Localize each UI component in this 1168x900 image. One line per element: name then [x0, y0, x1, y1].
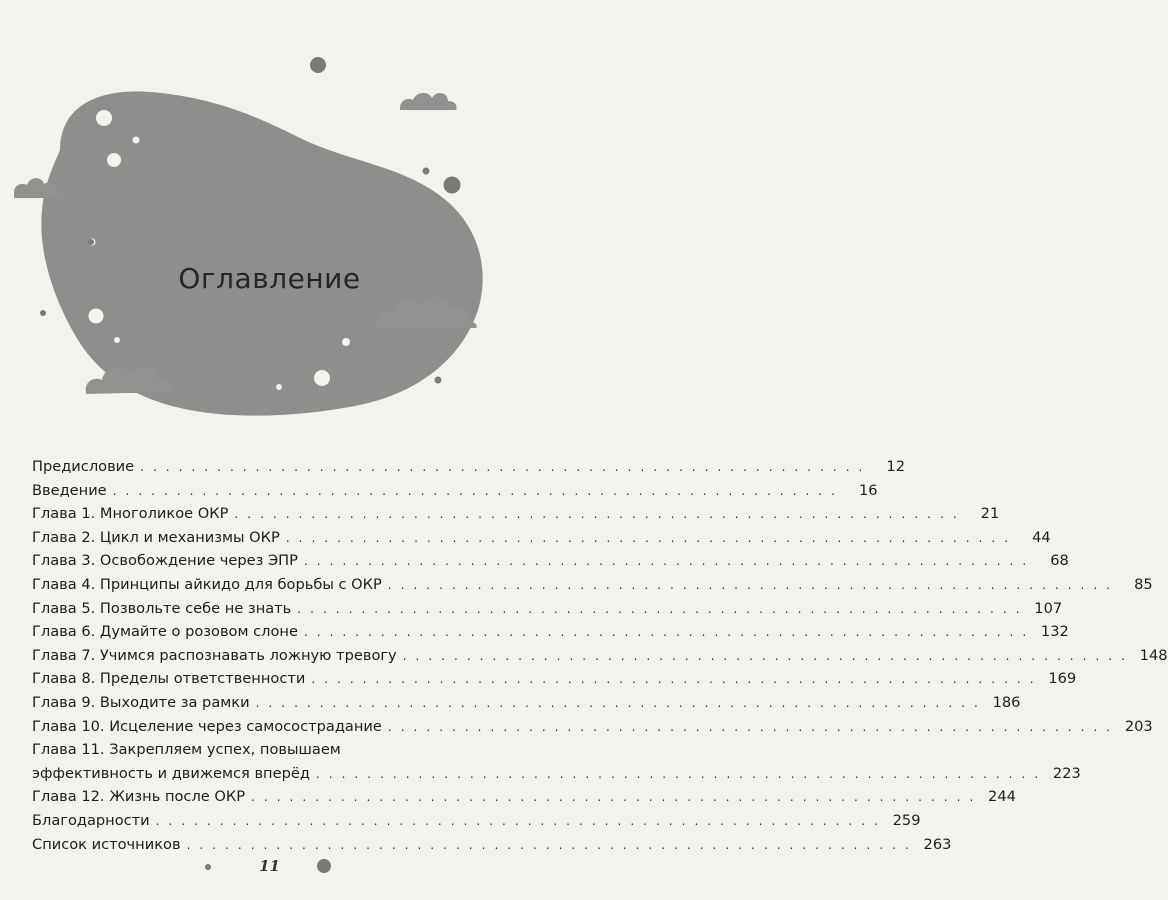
- toc-entry[interactable]: [32, 502, 1000, 526]
- toc-entry-page: 186: [992, 693, 1021, 711]
- toc-entry-page: 44: [1032, 528, 1051, 546]
- leader-dots: . . . . . . . . . . . . . . . . . . . . . . . . . . . . . . . . . . . . . . . . . . . . . . . . . . . . . . . . .: [155, 813, 881, 828]
- dot: [276, 384, 282, 390]
- leader-dots: . . . . . . . . . . . . . . . . . . . . . . . . . . . . . . . . . . . . . . . . . . . . . . . . . . . . . . . . .: [112, 483, 838, 498]
- leader-dots: . . . . . . . . . . . . . . . . . . . . . . . . . . . . . . . . . . . . . . . . . . . . . . . . . . . . . . . . .: [140, 460, 865, 474]
- dot: [310, 57, 326, 73]
- leader-dots: . . . . . . . . . . . . . . . . . . . . . . . . . . . . . . . . . . . . . . . . . . . . . . . . . . . . . . . . .: [285, 530, 1011, 545]
- dot: [444, 177, 461, 194]
- toc-entry-title: Глава 4. Принципы айкидо для борьбы с ОКР: [32, 575, 382, 593]
- toc-entry-page: 148: [1139, 646, 1168, 664]
- leader-dots: . . . . . . . . . . . . . . . . . . . . . . . . . . . . . . . . . . . . . . . . . . . . . . . . . . . . . . . . .: [234, 507, 960, 522]
- leader-dots: . . . . . . . . . . . . . . . . . . . . . . . . . . . . . . . . . . . . . . . . . . . . . . . . . . . . . . . . .: [315, 766, 1041, 781]
- toc-entry-page: 107: [1034, 599, 1063, 617]
- toc-entry-page: 16: [858, 481, 878, 499]
- dot: [114, 337, 120, 343]
- leader-dots: . . . . . . . . . . . . . . . . . . . . . . . . . . . . . . . . . . . . . . . . . . . . . . . . . . . . . . . . .: [297, 601, 1023, 616]
- toc-entry-title: Введение: [32, 481, 107, 499]
- toc-entry[interactable]: [32, 479, 878, 503]
- toc-entry-title: Глава 9. Выходите за рамки: [32, 693, 250, 711]
- toc-entry[interactable]: [32, 691, 1021, 715]
- toc-entry-title: Глава 3. Освобождение через ЭПР: [32, 552, 298, 570]
- toc-entry[interactable]: [32, 644, 1168, 668]
- dot: [89, 309, 104, 324]
- toc-entry[interactable]: [32, 455, 905, 479]
- toc-entry-title: Глава 10. Исцеление через самосострадание: [32, 717, 382, 735]
- toc-entry[interactable]: [32, 620, 1069, 644]
- leader-dots: . . . . . . . . . . . . . . . . . . . . . . . . . . . . . . . . . . . . . . . . . . . . . . . . . . . . . . . . .: [251, 790, 976, 805]
- toc-entry-title: Благодарности: [32, 811, 150, 829]
- dot: [342, 338, 350, 346]
- leader-dots: . . . . . . . . . . . . . . . . . . . . . . . . . . . . . . . . . . . . . . . . . . . . . . . . . . . . . . . . .: [303, 625, 1029, 640]
- toc-entry[interactable]: [32, 573, 1153, 597]
- toc-entry-title: Предисловие: [32, 458, 135, 475]
- dot: [96, 110, 112, 126]
- toc-entry-page: 12: [886, 458, 905, 475]
- toc-entry-page: 132: [1040, 623, 1069, 641]
- toc-entry-title: эффективность и движемся вперёд: [32, 764, 310, 782]
- toc-entry-page: 244: [988, 788, 1016, 806]
- cloud: [400, 93, 457, 110]
- decorative-illustration: [0, 0, 539, 440]
- table-of-contents: [32, 455, 1168, 856]
- toc-entry-title: Глава 5. Позвольте себе не знать: [32, 599, 292, 617]
- page-title: Оглавление: [178, 262, 361, 295]
- toc-entry-title: Глава 1. Многоликое ОКР: [32, 505, 229, 523]
- dot: [88, 239, 94, 245]
- leader-dots: . . . . . . . . . . . . . . . . . . . . . . . . . . . . . . . . . . . . . . . . . . . . . . . . . . . . . . . . .: [186, 837, 912, 852]
- toc-entry-page: 223: [1052, 764, 1081, 782]
- toc-entry-title: Глава 12. Жизнь после ОКР: [32, 788, 246, 806]
- leader-dots: . . . . . . . . . . . . . . . . . . . . . . . . . . . . . . . . . . . . . . . . . . . . . . . . . . . . . . . . .: [402, 648, 1128, 663]
- toc-entry-page: 259: [892, 811, 921, 829]
- toc-entry-page: 203: [1124, 717, 1153, 735]
- dot: [423, 168, 430, 175]
- toc-entry-page: 263: [923, 835, 952, 853]
- toc-entry-continuation[interactable]: [32, 762, 1081, 786]
- leader-dots: . . . . . . . . . . . . . . . . . . . . . . . . . . . . . . . . . . . . . . . . . . . . . . . . . . . . . . . . .: [311, 672, 1037, 687]
- toc-entry[interactable]: [32, 809, 921, 833]
- leader-dots: . . . . . . . . . . . . . . . . . . . . . . . . . . . . . . . . . . . . . . . . . . . . . . . . . . . . . . . . .: [255, 695, 981, 710]
- leader-dots: . . . . . . . . . . . . . . . . . . . . . . . . . . . . . . . . . . . . . . . . . . . . . . . . . . . . . . . . .: [387, 577, 1113, 592]
- toc-entry[interactable]: [32, 738, 481, 762]
- toc-entry-page: 21: [980, 505, 1000, 523]
- toc-entry-page: 68: [1050, 552, 1069, 570]
- toc-entry-page: 85: [1134, 575, 1153, 593]
- dot: [107, 153, 121, 167]
- dot: [40, 310, 46, 316]
- toc-entry-title: Глава 6. Думайте о розовом слоне: [32, 623, 298, 641]
- toc-entry[interactable]: [32, 667, 1077, 691]
- toc-entry[interactable]: [32, 597, 1063, 621]
- toc-entry-page: 169: [1048, 670, 1077, 688]
- leader-dots: . . . . . . . . . . . . . . . . . . . . . . . . . . . . . . . . . . . . . . . . . . . . . . . . . . . . . . . . .: [387, 719, 1113, 734]
- toc-entry[interactable]: [32, 549, 1069, 573]
- toc-entry[interactable]: [32, 526, 1051, 550]
- toc-entry-title: Глава 11. Закрепляем успех, повышаем: [32, 741, 341, 759]
- dot: [133, 137, 140, 144]
- toc-entry[interactable]: [32, 715, 1153, 739]
- blob-shape: [41, 91, 482, 415]
- leader-dots: . . . . . . . . . . . . . . . . . . . . . . . . . . . . . . . . . . . . . . . . . . . . . . . . . . . . . . . . .: [303, 554, 1029, 569]
- toc-entry-title: Глава 2. Цикл и механизмы ОКР: [32, 528, 280, 546]
- toc-entry[interactable]: [32, 785, 1016, 809]
- toc-entry-title: Глава 8. Пределы ответственности: [32, 670, 306, 688]
- dot: [314, 370, 330, 386]
- page-number: 11: [259, 857, 280, 875]
- dot: [435, 377, 442, 384]
- toc-entry-title: Список источников: [32, 835, 181, 853]
- toc-entry-title: Глава 7. Учимся распознавать ложную тревогу: [32, 646, 397, 664]
